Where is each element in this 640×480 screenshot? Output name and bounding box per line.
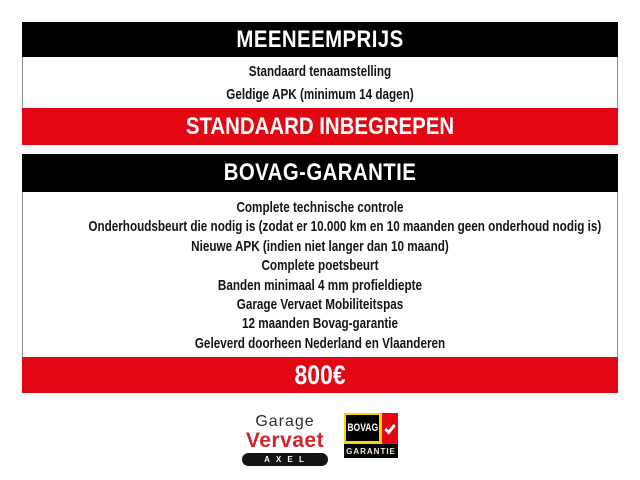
warranty-box-title: BOVAG-GARANTIE (223, 159, 417, 186)
included-banner-label: STANDAARD INBEGREPEN (185, 112, 455, 140)
axel-badge: A X E L (242, 453, 328, 466)
warranty-line: Nieuwe APK (indien niet langer dan 10 maand) (191, 237, 449, 255)
checkmark-icon (383, 423, 397, 435)
garage-vervaet-logo (242, 412, 328, 466)
price-box-body (22, 57, 618, 108)
logos-row (0, 412, 640, 466)
warranty-line: Complete technische controle (236, 199, 404, 216)
price-box (22, 22, 618, 145)
price-box-title: MEENEEMPRIJS (236, 25, 404, 53)
price-banner-amount: 800€ (294, 359, 346, 390)
warranty-line: Onderhoudsbeurt die nodig is (zodat er 10.000 km en 10 maanden geen onderhoud nodig is) (88, 218, 602, 236)
bovag-name: BOVAG (347, 422, 378, 434)
warranty-line: Garage Vervaet Mobiliteitspas (236, 296, 404, 314)
price-box-line: Standaard tenaamstelling (248, 63, 392, 80)
bovag-logo (344, 413, 398, 458)
garantie-label: GARANTIE (344, 444, 398, 458)
warranty-box (22, 154, 618, 393)
price-box-line: Geldige APK (minimum 14 dagen) (226, 86, 414, 103)
warranty-line: 12 maanden Bovag-garantie (241, 315, 399, 333)
included-banner (22, 108, 618, 145)
bovag-wordmark (346, 415, 379, 441)
warranty-box-body (22, 192, 618, 357)
vervaet-word: Vervaet (245, 429, 325, 452)
warranty-line: Geleverd doorheen Nederland en Vlaanderen (194, 334, 446, 352)
price-banner (22, 357, 618, 393)
garage-word: Garage (255, 413, 315, 430)
warranty-line: Banden minimaal 4 mm profieldiepte (217, 276, 423, 294)
price-box-header (22, 22, 618, 57)
warranty-box-header (22, 154, 618, 192)
bovag-check-corner (382, 413, 398, 444)
warranty-line: Complete poetsbeurt (261, 257, 379, 275)
